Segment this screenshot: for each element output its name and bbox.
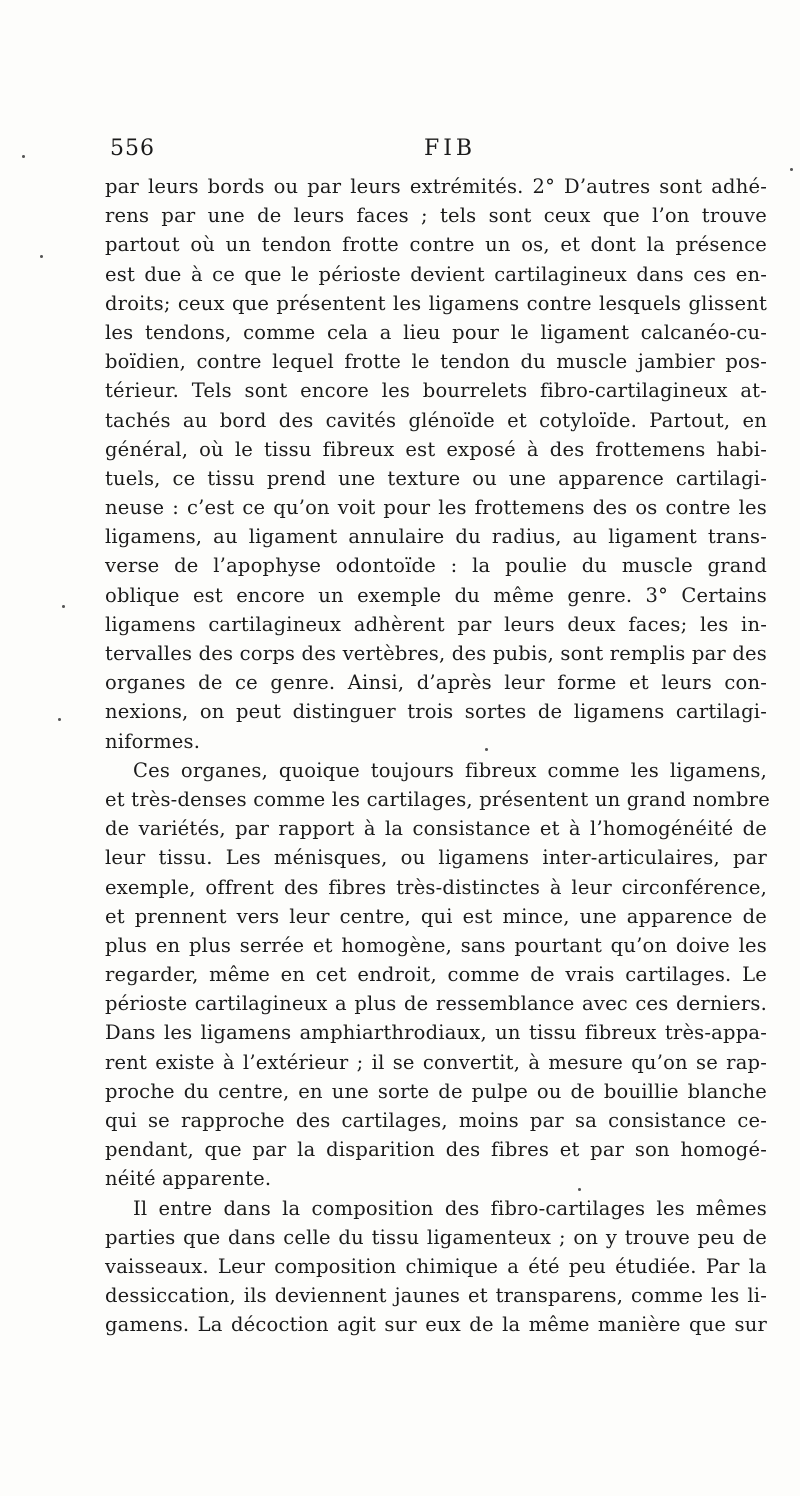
- text-line: neuse : c’est ce qu’on voit pour les frottemens des os contre les: [105, 496, 767, 520]
- text-line: proche du centre, en une sorte de pulpe ou de bouillie blanche: [105, 1079, 767, 1103]
- text-line: est due à ce que le périoste devient cartilagineux dans ces en-: [105, 262, 767, 286]
- scan-speck: [58, 718, 61, 721]
- text-line: dessiccation, ils deviennent jaunes et transparens, comme les li-: [105, 1284, 767, 1308]
- text-line: rens par une de leurs faces ; tels sont ceux que l’on trouve: [105, 204, 767, 228]
- text-line: leur tissu. Les ménisques, ou ligamens inter-articulaires, par: [105, 846, 767, 870]
- scan-speck: [578, 1188, 581, 1191]
- text-line: plus en plus serrée et homogène, sans pourtant qu’on doive les: [105, 933, 767, 957]
- paragraph-2: [105, 756, 770, 1194]
- text-line: vaisseaux. Leur composition chimique a été peu étudiée. Par la: [105, 1254, 767, 1278]
- scan-speck: [22, 155, 25, 158]
- text-line: exemple, offrent des fibres très-distinctes à leur circonférence,: [105, 875, 767, 899]
- text-line: tachés au bord des cavités glénoïde et cotyloïde. Partout, en: [105, 408, 767, 432]
- scan-speck: [485, 748, 488, 751]
- text-line: tervalles des corps des vertèbres, des pubis, sont remplis par des: [105, 642, 767, 665]
- text-line: organes de ce genre. Ainsi, d’après leur forme et leurs con-: [105, 671, 767, 695]
- text-line: tuels, ce tissu prend une texture ou une apparence cartilagi-: [105, 466, 767, 490]
- text-line: de variétés, par rapport à la consistance et à l’homogénéité de: [105, 817, 767, 841]
- text-line: et très-denses comme les cartilages, présentent un grand nombre: [105, 787, 770, 811]
- body-text: [105, 172, 770, 1340]
- running-head: FIB: [423, 136, 477, 161]
- paragraph-3: [105, 1194, 767, 1340]
- text-line: verse de l’apophyse odontoïde : la poulie du muscle grand: [105, 554, 767, 578]
- text-line: térieur. Tels sont encore les bourrelets fibro-cartilagineux at-: [105, 379, 767, 403]
- text-line: rent existe à l’extérieur ; il se convertit, à mesure qu’on se rap-: [105, 1050, 767, 1074]
- text-line: pendant, que par la disparition des fibres et par son homogé-: [105, 1138, 767, 1162]
- text-line: Ces organes, quoique toujours fibreux comme les ligamens,: [133, 758, 767, 782]
- text-line: droits; ceux que présentent les ligamens contre lesquels glissent: [105, 291, 767, 315]
- page-header: [110, 136, 770, 172]
- text-line: Il entre dans la composition des fibro-cartilages les mêmes: [133, 1196, 767, 1220]
- text-line: par leurs bords ou par leurs extrémités. 2° D’autres sont adhé-: [105, 175, 767, 198]
- scan-speck: [62, 605, 65, 608]
- paragraph-1: [105, 172, 767, 756]
- text-line: regarder, même en cet endroit, comme de vrais cartilages. Le: [105, 963, 767, 987]
- text-line: partout où un tendon frotte contre un os, et dont la présence: [105, 233, 767, 257]
- text-line: et prennent vers leur centre, qui est mince, une apparence de: [105, 904, 767, 928]
- text-line: nexions, on peut distinguer trois sortes de ligamens cartilagi-: [105, 700, 767, 724]
- text-line: gamens. La décoction agit sur eux de la même manière que sur: [105, 1313, 767, 1337]
- scan-speck: [40, 255, 43, 258]
- text-line: Dans les ligamens amphiarthrodiaux, un tissu fibreux très-appa-: [105, 1021, 767, 1045]
- text-line: oblique est encore un exemple du même genre. 3° Certains: [105, 583, 767, 607]
- text-line: néité apparente.: [105, 1167, 272, 1191]
- text-line: parties que dans celle du tissu ligamenteux ; on y trouve peu de: [105, 1225, 767, 1249]
- text-line: ligamens, au ligament annulaire du radius, au ligament trans-: [105, 525, 767, 549]
- text-line: périoste cartilagineux a plus de ressemblance avec ces derniers.: [105, 992, 767, 1016]
- text-line: ligamens cartilagineux adhèrent par leurs deux faces; les in-: [105, 612, 767, 636]
- text-line: qui se rapproche des cartilages, moins par sa consistance ce-: [105, 1109, 767, 1132]
- text-line: niformes.: [105, 729, 201, 753]
- text-line: général, où le tissu fibreux est exposé à des frottemens habi-: [105, 437, 767, 461]
- text-line: boïdien, contre lequel frotte le tendon du muscle jambier pos-: [105, 350, 767, 374]
- scan-speck: [790, 168, 793, 171]
- page-number: 556: [110, 136, 155, 161]
- text-line: les tendons, comme cela a lieu pour le ligament calcanéo-cu-: [105, 320, 767, 344]
